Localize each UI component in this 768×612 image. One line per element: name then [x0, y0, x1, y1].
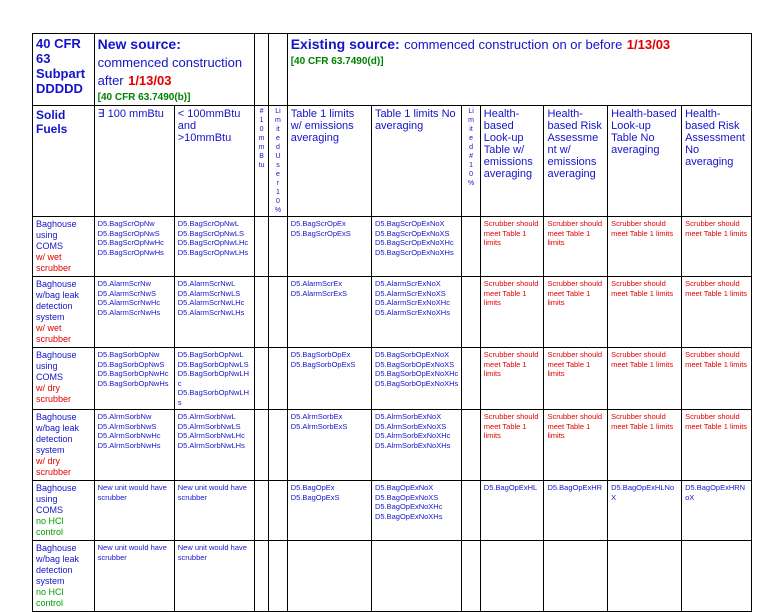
row-label-line: Baghouse: [36, 279, 77, 289]
existing-source-text: commenced construction on or before: [404, 37, 623, 52]
code-line: D5.AlarmScrNwS: [97, 288, 156, 298]
col-hb-risk-avg-header: Health-based Risk Assessment w/ emissions averaging: [544, 106, 608, 217]
narrow-cell: [462, 410, 480, 481]
code-line: D5.AlarmScrNw: [97, 279, 151, 288]
health-based-cell: Scrubber should meet Table 1 limits: [480, 217, 544, 277]
code-line: D5.AlrmSorbExNoXS: [374, 421, 447, 431]
health-based-cell: D5.BagOpExHR: [544, 481, 608, 541]
health-based-cell: D5.BagOpExHL: [480, 481, 544, 541]
code-line: D5.BagOpExNoXS: [374, 492, 439, 502]
code-line: D5.AlrmSorbNwHc: [97, 431, 161, 440]
code-line: D5.AlrmSorbExNoXHs: [374, 440, 451, 450]
new-source-text: commenced construction after: [97, 55, 243, 88]
code-line: D5.AlrmSorbNw: [97, 412, 152, 421]
code-line: D5.BagOpExNoX: [374, 483, 434, 492]
row-label-line: using: [36, 361, 58, 371]
row-label-line: system: [36, 445, 65, 455]
row-label-line: system: [36, 576, 65, 586]
regulation-table: [32, 33, 752, 612]
code-line: D5.BagScrOpNwLHc: [177, 238, 249, 247]
row-label-red: scrubber: [36, 334, 72, 344]
code-line: D5.BagSorbOpNwHc: [97, 369, 169, 378]
col-hb-lookup-noavg-header: Health-based Look-up Table No averaging: [608, 106, 682, 217]
narrow-cell: [462, 541, 480, 612]
code-line: New unit would have scrubber: [177, 483, 247, 502]
new-small-codes: [174, 277, 254, 348]
code-line: D5.BagScrOpExNoXS: [374, 228, 450, 238]
code-line: D5.BagSorbOpEx: [290, 350, 351, 359]
col-narrow-2: Li m it e d U s e r 1 0 %: [269, 106, 287, 217]
t1-avg-codes: [287, 277, 371, 348]
narrow-cell: [462, 348, 480, 410]
code-line: D5.BagSorbOpNwHs: [97, 378, 169, 388]
table-row: [33, 277, 752, 348]
existing-source-cite: [40 CFR 63.7490(d)]: [290, 56, 384, 67]
t1-avg-codes: [287, 348, 371, 410]
health-based-cell: Scrubber should meet Table 1 limits: [544, 348, 608, 410]
t1-noavg-codes: [371, 277, 461, 348]
code-line: D5.AlarmScrNwL: [177, 279, 236, 288]
health-based-cell: Scrubber should meet Table 1 limits: [682, 410, 752, 481]
new-source-date: 1/13/03: [128, 73, 172, 88]
col-fuel-header: Solid Fuels: [33, 106, 95, 217]
code-line: D5.BagScrOpEx: [290, 219, 346, 228]
narrow-cell: [462, 277, 480, 348]
row-label-green: control: [36, 527, 64, 537]
t1-noavg-codes: [371, 481, 461, 541]
health-based-cell: Scrubber should meet Table 1 limits: [544, 217, 608, 277]
row-label-line: Baghouse: [36, 483, 77, 493]
row-label: [33, 217, 95, 277]
new-small-codes: [174, 410, 254, 481]
code-line: D5.BagSorbOpNwLHs: [177, 388, 250, 407]
code-line: D5.BagScrOpNwHc: [97, 238, 164, 247]
code-line: D5.AlrmSorbNwLS: [177, 421, 241, 431]
row-label-red: w/ dry: [36, 383, 61, 393]
new-small-codes: [174, 348, 254, 410]
col-hb-lookup-avg-header: Health-based Look-up Table w/ emissions averaging: [480, 106, 544, 217]
row-label-line: COMS: [36, 372, 63, 382]
code-line: D5.BagScrOpNwS: [97, 228, 160, 238]
code-line: D5.BagSorbOpExNoXHc: [374, 369, 459, 378]
t1-noavg-codes: [371, 410, 461, 481]
col-t1-avg-header: Table 1 limits w/ emissions averaging: [287, 106, 371, 217]
code-line: D5.AlrmSorbExNoXHc: [374, 431, 451, 440]
code-line: D5.AlarmScrExNoXS: [374, 288, 446, 298]
code-line: D5.AlrmSorbNwHs: [97, 440, 161, 450]
code-line: D5.AlrmSorbExNoX: [374, 412, 442, 421]
row-label-red: scrubber: [36, 467, 72, 477]
code-line: D5.BagOpExNoXHs: [374, 511, 443, 521]
col-narrow-3: Li m it e d # 1 0 %: [462, 106, 480, 217]
health-based-cell: Scrubber should meet Table 1 limits: [480, 410, 544, 481]
existing-source-label: Existing source:: [290, 36, 400, 52]
table-row: [33, 348, 752, 410]
narrow-cell: [462, 217, 480, 277]
health-based-cell: Scrubber should meet Table 1 limits: [608, 277, 682, 348]
row-label-line: Baghouse: [36, 543, 77, 553]
code-line: D5.AlrmSorbNwLHs: [177, 440, 245, 450]
row-label-red: w/ wet: [36, 323, 62, 333]
header-row-1: [33, 34, 752, 106]
health-based-cell: Scrubber should meet Table 1 limits: [544, 410, 608, 481]
new-large-codes: [94, 481, 174, 541]
code-line: New unit would have scrubber: [97, 483, 167, 502]
code-line: D5.AlarmScrEx: [290, 279, 342, 288]
table-row: [33, 481, 752, 541]
existing-source-header: [287, 34, 751, 106]
row-label-red: w/ wet: [36, 252, 62, 262]
new-large-codes: [94, 410, 174, 481]
code-line: D5.BagSorbOpNwLHc: [177, 369, 250, 388]
row-label-line: system: [36, 312, 65, 322]
code-line: D5.AlarmScrNwLHs: [177, 307, 245, 317]
row-label-red: scrubber: [36, 263, 72, 273]
spacer-cell: [269, 34, 287, 106]
row-label-green: no HCl: [36, 587, 64, 597]
code-line: D5.BagScrOpNwLS: [177, 228, 245, 238]
health-based-cell: [544, 541, 608, 612]
health-based-cell: Scrubber should meet Table 1 limits: [682, 348, 752, 410]
col-narrow-1: # 1 0 m m B tu: [254, 106, 268, 217]
row-label-line: using: [36, 494, 58, 504]
narrow-cell: [254, 277, 268, 348]
col-new-small-header: < 100mmBtu and >10mmBtu: [174, 106, 254, 217]
new-large-codes: [94, 348, 174, 410]
row-label-green: control: [36, 598, 64, 608]
narrow-cell: [254, 541, 268, 612]
header-row-2: [33, 106, 752, 217]
health-based-cell: Scrubber should meet Table 1 limits: [480, 277, 544, 348]
row-label-line: using: [36, 230, 58, 240]
narrow-cell: [269, 541, 287, 612]
code-line: D5.AlarmScrExNoXHs: [374, 307, 450, 317]
health-based-cell: Scrubber should meet Table 1 limits: [682, 217, 752, 277]
row-label: [33, 277, 95, 348]
t1-avg-codes: [287, 481, 371, 541]
new-large-codes: [94, 217, 174, 277]
health-based-cell: [480, 541, 544, 612]
spacer-cell: [254, 34, 268, 106]
code-line: D5.AlrmSorbNwL: [177, 412, 236, 421]
health-based-cell: [608, 541, 682, 612]
code-line: D5.BagSorbOpExNoXHs: [374, 378, 459, 388]
code-line: D5.AlrmSorbEx: [290, 412, 343, 421]
new-small-codes: [174, 217, 254, 277]
narrow-cell: [254, 410, 268, 481]
code-line: D5.BagScrOpExNoXHc: [374, 238, 454, 247]
existing-source-date: 1/13/03: [626, 37, 671, 52]
code-line: D5.BagOpExNoXHc: [374, 502, 443, 511]
row-label-line: detection: [36, 301, 73, 311]
code-line: D5.AlarmScrExNoX: [374, 279, 441, 288]
t1-avg-codes: [287, 541, 371, 612]
health-based-cell: Scrubber should meet Table 1 limits: [608, 217, 682, 277]
new-source-label: New source:: [97, 36, 181, 52]
table-row: [33, 410, 752, 481]
health-based-cell: D5.BagOpExHRNoX: [682, 481, 752, 541]
health-based-cell: [682, 541, 752, 612]
row-label-line: w/bag leak: [36, 423, 80, 433]
code-line: D5.BagOpEx: [290, 483, 335, 492]
health-based-cell: Scrubber should meet Table 1 limits: [480, 348, 544, 410]
health-based-cell: Scrubber should meet Table 1 limits: [608, 410, 682, 481]
row-label-line: Baghouse: [36, 219, 77, 229]
health-based-cell: Scrubber should meet Table 1 limits: [682, 277, 752, 348]
code-line: D5.BagScrOpExNoX: [374, 219, 445, 228]
table-row: [33, 217, 752, 277]
new-small-codes: [174, 541, 254, 612]
narrow-cell: [269, 217, 287, 277]
code-line: D5.AlrmSorbExS: [290, 421, 348, 431]
t1-noavg-codes: [371, 541, 461, 612]
new-source-header: [94, 34, 254, 106]
code-line: D5.AlarmScrNwLHc: [177, 298, 245, 307]
row-label-red: scrubber: [36, 394, 72, 404]
narrow-cell: [269, 410, 287, 481]
row-label-line: w/bag leak: [36, 290, 80, 300]
t1-noavg-codes: [371, 348, 461, 410]
code-line: D5.BagScrOpExNoXHs: [374, 247, 454, 257]
new-large-codes: [94, 541, 174, 612]
t1-avg-codes: [287, 410, 371, 481]
code-line: D5.BagSorbOpExNoX: [374, 350, 450, 359]
code-line: D5.AlarmScrNwLS: [177, 288, 241, 298]
code-line: D5.BagSorbOpExS: [290, 359, 356, 369]
new-large-codes: [94, 277, 174, 348]
row-label-line: Baghouse: [36, 350, 77, 360]
table-row: [33, 541, 752, 612]
code-line: New unit would have scrubber: [177, 543, 247, 562]
code-line: D5.AlrmSorbNwS: [97, 421, 157, 431]
new-source-cite: [40 CFR 63.7490(b)]: [97, 92, 191, 103]
code-line: D5.BagScrOpNw: [97, 219, 155, 228]
row-label-line: Baghouse: [36, 412, 77, 422]
row-label-line: detection: [36, 434, 73, 444]
row-label-line: COMS: [36, 241, 63, 251]
row-label: [33, 410, 95, 481]
code-line: D5.AlarmScrExS: [290, 288, 347, 298]
col-hb-risk-noavg-header: Health-based Risk Assessment No averaging: [682, 106, 752, 217]
health-based-cell: D5.BagOpExHLNoX: [608, 481, 682, 541]
new-small-codes: [174, 481, 254, 541]
subpart-title: 40 CFR 63 Subpart DDDDD: [33, 34, 95, 106]
narrow-cell: [462, 481, 480, 541]
health-based-cell: Scrubber should meet Table 1 limits: [544, 277, 608, 348]
code-line: D5.BagSorbOpNwS: [97, 359, 165, 369]
code-line: D5.BagScrOpExS: [290, 228, 351, 238]
narrow-cell: [269, 481, 287, 541]
code-line: D5.BagSorbOpNw: [97, 350, 160, 359]
row-label: [33, 348, 95, 410]
row-label-line: w/bag leak: [36, 554, 80, 564]
code-line: D5.BagSorbOpExNoXS: [374, 359, 455, 369]
row-label: [33, 541, 95, 612]
narrow-cell: [269, 348, 287, 410]
row-label-line: COMS: [36, 505, 63, 515]
narrow-cell: [254, 481, 268, 541]
row-label-red: w/ dry: [36, 456, 61, 466]
t1-noavg-codes: [371, 217, 461, 277]
row-label-line: detection: [36, 565, 73, 575]
code-line: D5.AlrmSorbNwLHc: [177, 431, 245, 440]
code-line: D5.BagSorbOpNwLS: [177, 359, 249, 369]
row-label-green: no HCl: [36, 516, 64, 526]
row-label: [33, 481, 95, 541]
col-t1-noavg-header: Table 1 limits No averaging: [371, 106, 461, 217]
t1-avg-codes: [287, 217, 371, 277]
code-line: D5.AlarmScrExNoXHc: [374, 298, 450, 307]
code-line: D5.BagSorbOpNwL: [177, 350, 244, 359]
code-line: D5.BagOpExS: [290, 492, 340, 502]
col-new-large-header: ∃ 100 mmBtu: [94, 106, 174, 217]
code-line: D5.BagScrOpNwL: [177, 219, 240, 228]
code-line: D5.AlarmScrNwHc: [97, 298, 161, 307]
health-based-cell: Scrubber should meet Table 1 limits: [608, 348, 682, 410]
narrow-cell: [254, 348, 268, 410]
code-line: D5.BagScrOpNwLHs: [177, 247, 249, 257]
code-line: New unit would have scrubber: [97, 543, 167, 562]
narrow-cell: [254, 217, 268, 277]
code-line: D5.AlarmScrNwHs: [97, 307, 161, 317]
narrow-cell: [269, 277, 287, 348]
code-line: D5.BagScrOpNwHs: [97, 247, 164, 257]
